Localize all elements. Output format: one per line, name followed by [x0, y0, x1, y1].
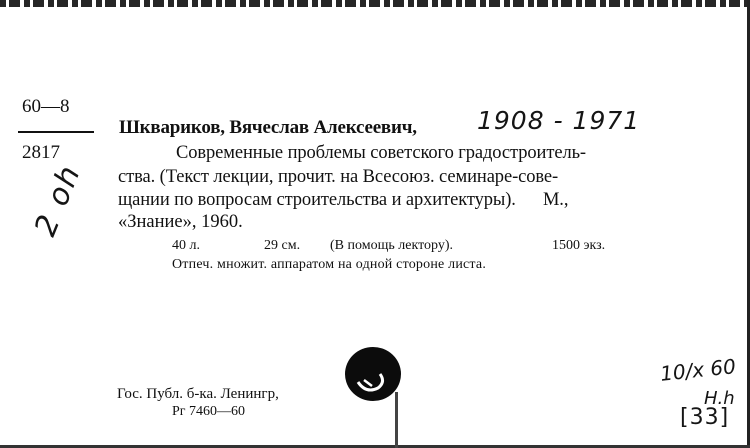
- title-line-1: Современные проблемы советского градостроитель-: [176, 143, 586, 163]
- author-heading: Шквариков, Вячеслав Алексеевич,: [119, 117, 417, 138]
- title-line-4: «Знание», 1960.: [118, 212, 243, 232]
- card-top-edge: [0, 0, 750, 7]
- pages: 40 л.: [172, 238, 200, 253]
- call-number-divider: [18, 131, 94, 133]
- library-reference: Рг 7460—60: [172, 404, 246, 419]
- printing-note: Отпеч. множит. аппаратом на одной стороне листа.: [172, 257, 487, 272]
- library-stamp-icon: [340, 342, 410, 404]
- handwritten-life-dates: 1908 - 1971: [477, 106, 641, 135]
- handwritten-margin-note: 2 oh: [28, 159, 89, 242]
- series: (В помощь лектору).: [330, 238, 453, 253]
- call-number-bottom: 2817: [22, 142, 60, 163]
- call-number-top: 60—8: [22, 96, 70, 117]
- size: 29 см.: [264, 238, 301, 253]
- handwritten-mark-1: 10/x 60: [658, 354, 737, 386]
- title-line-2: ства. (Текст лекции, прочит. на Всесоюз. семинаре-сове-: [118, 167, 559, 187]
- scan-vertical-line: [395, 392, 398, 448]
- handwritten-mark-2: H.h: [704, 388, 735, 409]
- handwritten-mark-3: [33]: [680, 405, 730, 430]
- title-line-3: щании по вопросам строительства и архитектуры). М.,: [118, 190, 569, 210]
- copies: 1500 экз.: [552, 238, 606, 253]
- library-name: Гос. Публ. б-ка. Ленингр,: [117, 386, 279, 402]
